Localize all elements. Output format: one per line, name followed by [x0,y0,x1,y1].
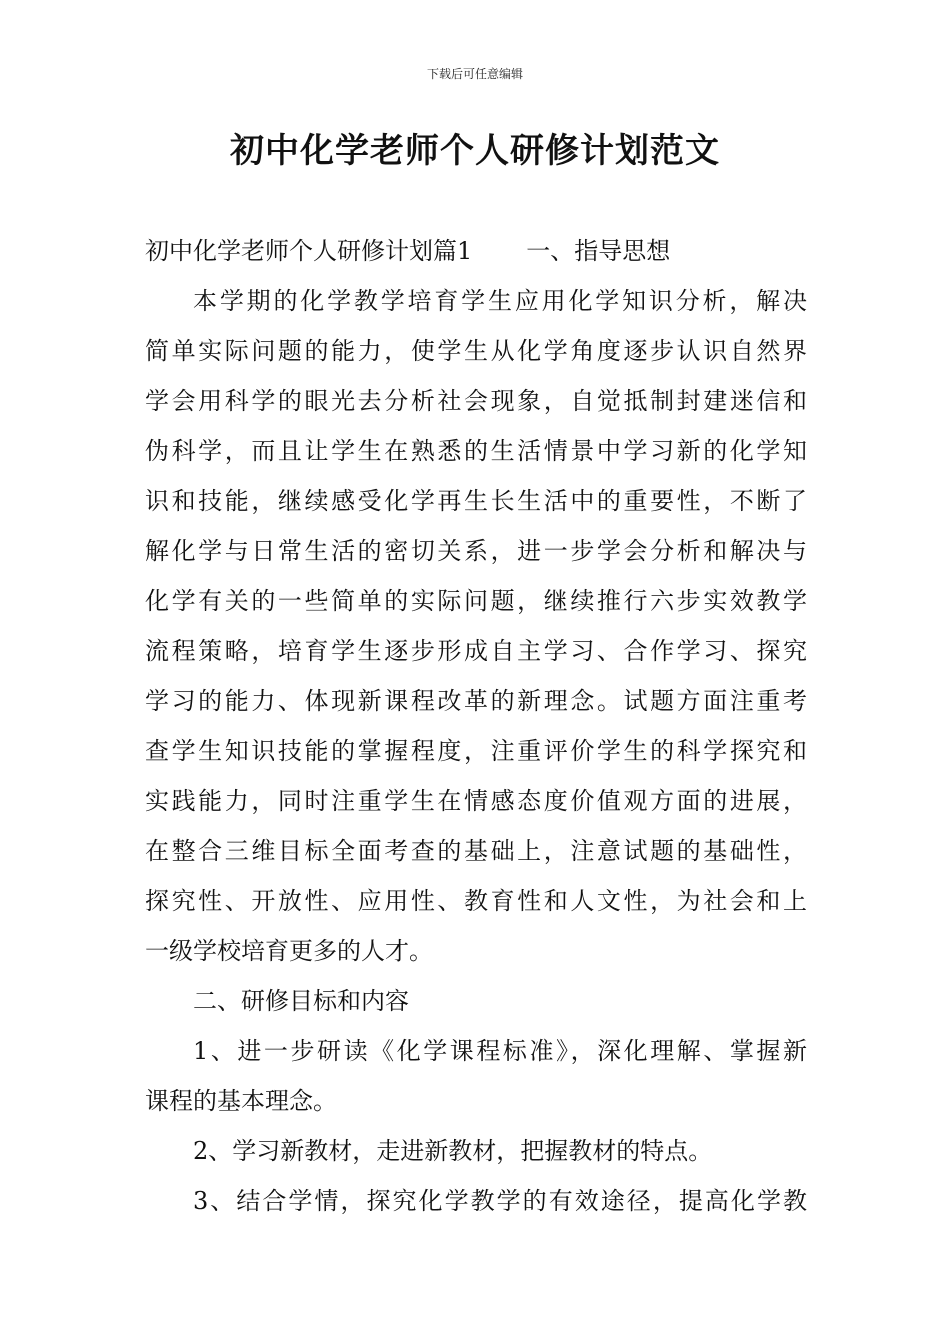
paragraph-line: 解化学与日常生活的密切关系，进一步学会分析和解决与 [145,537,807,565]
paragraph-line: 简单实际问题的能力，使学生从化学角度逐步认识自然界 [145,337,807,365]
paragraph-line: 伪科学，而且让学生在熟悉的生活情景中学习新的化学知 [145,437,807,465]
document-body [145,226,807,1226]
subtitle-part1: 初中化学老师个人研修计划篇1 [145,237,473,265]
item1-line: 1、进一步研读《化学课程标准》，深化理解、掌握新 [193,1037,807,1065]
paragraph-line: 在整合三维目标全面考查的基础上，注意试题的基础性， [145,837,807,865]
paragraph-line: 一级学校培育更多的人才。 [145,937,433,965]
paragraph-line: 实践能力，同时注重学生在情感态度价值观方面的进展， [145,787,807,815]
paragraph-line: 查学生知识技能的掌握程度，注重评价学生的科学探究和 [145,737,807,765]
paragraph-line: 本学期的化学教学培育学生应用化学知识分析，解决 [193,287,807,315]
item2-line: 2、学习新教材，走进新教材，把握教材的特点。 [193,1137,713,1165]
paragraph-line: 流程策略，培育学生逐步形成自主学习、合作学习、探究 [145,637,807,665]
item3-line: 3、结合学情，探究化学教学的有效途径，提高化学教 [193,1187,807,1215]
section2-heading: 二、研修目标和内容 [193,987,409,1015]
document-title: 初中化学老师个人研修计划范文 [230,131,720,171]
item1-line: 课程的基本理念。 [145,1087,337,1115]
paragraph-line: 识和技能，继续感受化学再生长生活中的重要性，不断了 [145,487,807,515]
paragraph-line: 探究性、开放性、应用性、教育性和人文性，为社会和上 [145,887,807,915]
paragraph-line: 化学有关的一些简单的实际问题，继续推行六步实效教学 [145,587,807,615]
paragraph-line: 学会用科学的眼光去分析社会现象，自觉抵制封建迷信和 [145,387,807,415]
paragraph-line: 学习的能力、体现新课程改革的新理念。试题方面注重考 [145,687,807,715]
subtitle-line [145,226,807,276]
header-note: 下载后可任意编辑 [426,67,523,81]
subtitle-part2: 一、指导思想 [526,237,671,265]
